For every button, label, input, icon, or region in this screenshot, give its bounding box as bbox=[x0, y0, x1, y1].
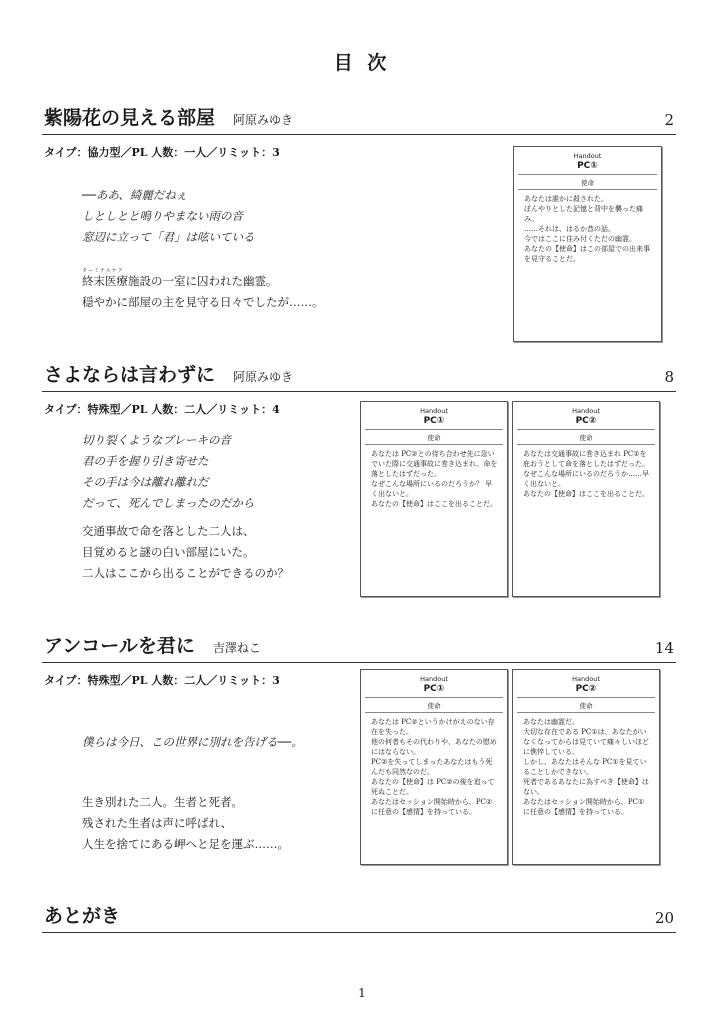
handout-pc: PC② bbox=[517, 416, 655, 430]
handout-label: Handout bbox=[573, 152, 602, 160]
handout-mission-label: 使命 bbox=[365, 698, 503, 713]
footer-page-number: 1 bbox=[358, 986, 366, 1000]
handout-mission-label: 使命 bbox=[365, 430, 503, 445]
section-header bbox=[42, 628, 676, 663]
handout-mission-label: 使命 bbox=[517, 698, 655, 713]
section-title: あとがき bbox=[44, 905, 121, 927]
summary-line: 目覚めると謎の白い部屋にいた。 bbox=[82, 545, 255, 559]
handout-pc: PC② bbox=[517, 684, 655, 698]
handout-label: Handout bbox=[420, 675, 448, 683]
scenario-poem bbox=[82, 732, 303, 753]
section-page-number: 8 bbox=[664, 368, 674, 386]
ruby-annotation: ターミナルケア bbox=[82, 268, 124, 274]
poem-line: ──ああ、綺麗だねぇ bbox=[82, 188, 188, 202]
section-page-number: 14 bbox=[654, 639, 674, 657]
section-page-number: 20 bbox=[654, 909, 674, 927]
handout-card bbox=[360, 669, 508, 865]
section-author: 阿原みゆき bbox=[233, 113, 294, 127]
section-title bbox=[44, 360, 293, 387]
handout-card bbox=[512, 669, 660, 865]
handout-text: あなたは幽霊だ。 大切な存在である PC①は、あなたがいなくなってからは見ていて痛々しいほどに憔悴している。 しかし、あなたはそんな PC①を見ていることしかできない。 死者であるあなたに為すべき【使命】はない。 あなたはセッション開始時から、PC①に任意の【感情】を持っている。 bbox=[523, 718, 649, 816]
handout-text: あなたは PC②というかけがえのない存在を失った。 他の何者もその代わりや、あなたの慰めにはならない。 PC②を失ってしまったあなたはもう死んだも同然なのだ。 あなたの【使命】は PC②の後を追って死ぬことだ。 あなたはセッション開始時から、PC②に任意の【感情】を持っている。 bbox=[371, 718, 497, 816]
section-title bbox=[44, 103, 293, 130]
summary-line: 人生を捨てにある岬へと足を運ぶ……。 bbox=[82, 837, 289, 851]
handout-label: Handout bbox=[572, 407, 600, 415]
poem-line: 僕らは今日、この世界に別れを告げる──。 bbox=[82, 735, 303, 749]
summary-line: 生き別れた二人。生者と死者。 bbox=[82, 795, 243, 809]
handout-text: あなたは交通事故に巻き込まれ PC①を庇おうとして命を落としたはずだった。 なぜこんな場所にいるのだろうか……早く出ないと。 あなたの【使命】はここを出ることだ。 bbox=[523, 450, 649, 498]
poem-line: 切り裂くようなブレーキの音 bbox=[82, 433, 232, 447]
handout-label: Handout bbox=[420, 407, 448, 415]
section-author: 吉澤ねこ bbox=[212, 641, 261, 655]
handout-pc: PC① bbox=[365, 684, 503, 698]
poem-line: 窓辺に立って「君」は呟いている bbox=[82, 230, 255, 244]
section-page-number: 2 bbox=[664, 111, 674, 129]
summary-line: 残された生者は声に呼ばれ、 bbox=[82, 816, 233, 830]
section-title-text: 紫陽花の見える部屋 bbox=[44, 107, 216, 129]
poem-line: 君の手を握り引き寄せた bbox=[82, 454, 209, 468]
section-title bbox=[44, 631, 261, 658]
poem-line: しとしとと鳴りやまない雨の音 bbox=[82, 209, 243, 223]
handout-label: Handout bbox=[572, 675, 600, 683]
scenario-summary bbox=[82, 268, 324, 313]
section-title-text: アンコールを君に bbox=[44, 635, 195, 657]
summary-line: 二人はここから出ることができるのか？ bbox=[82, 566, 289, 580]
scenario-poem bbox=[82, 430, 254, 514]
poem-line: その手は今は離れ離れだ bbox=[82, 475, 209, 489]
scenario-summary bbox=[82, 792, 289, 855]
summary-line: 終末医療施設の一室に囚われた幽霊。 bbox=[82, 274, 278, 288]
poem-line: だって、死んでしまったのだから bbox=[82, 496, 255, 510]
handout-text: あなたは PC②との待ち合わせ先に急いでいた際に交通事故に巻き込まれ、命を落としたはずだった。 なぜこんな場所にいるのだろうか？ 早く出ないと。 あなたの【使命】はここを出ることだ。 bbox=[371, 450, 498, 508]
section-header bbox=[42, 100, 676, 135]
page-title: 目 次 bbox=[333, 52, 391, 74]
scenario-meta: タイプ：特殊型／PL 人数：二人／リミット：3 bbox=[44, 674, 280, 687]
handout-mission-label: 使命 bbox=[518, 175, 657, 190]
handout-card bbox=[513, 146, 662, 342]
handout-card bbox=[512, 401, 660, 597]
scenario-poem bbox=[82, 185, 255, 248]
handout-pc: PC① bbox=[365, 416, 503, 430]
section-author: 阿原みゆき bbox=[233, 370, 294, 384]
handout-pc: PC① bbox=[518, 161, 657, 175]
summary-line: 穏やかに部屋の主を見守る日々でしたが……。 bbox=[82, 295, 324, 309]
scenario-summary bbox=[82, 521, 289, 584]
scenario-meta: タイプ：協力型／PL 人数：一人／リミット：3 bbox=[44, 146, 280, 159]
scenario-meta: タイプ：特殊型／PL 人数：二人／リミット：4 bbox=[44, 403, 280, 416]
section-header bbox=[42, 898, 676, 933]
toc-section-4 bbox=[42, 898, 676, 938]
handout-text: あなたは誰かに殺された。 ぼんやりとした記憶と背中を襲った痛み。 ……それは、はるか昔の話。 今ではここに住み付くただの幽霊。 あなたの【使命】はこの部屋での出来事を見守ることだ。 bbox=[524, 195, 650, 263]
summary-line: 交通事故で命を落とした二人は、 bbox=[82, 524, 255, 538]
handout-card bbox=[360, 401, 508, 597]
handout-mission-label: 使命 bbox=[517, 430, 655, 445]
section-header bbox=[42, 357, 676, 392]
section-title-text: さよならは言わずに bbox=[44, 364, 216, 386]
